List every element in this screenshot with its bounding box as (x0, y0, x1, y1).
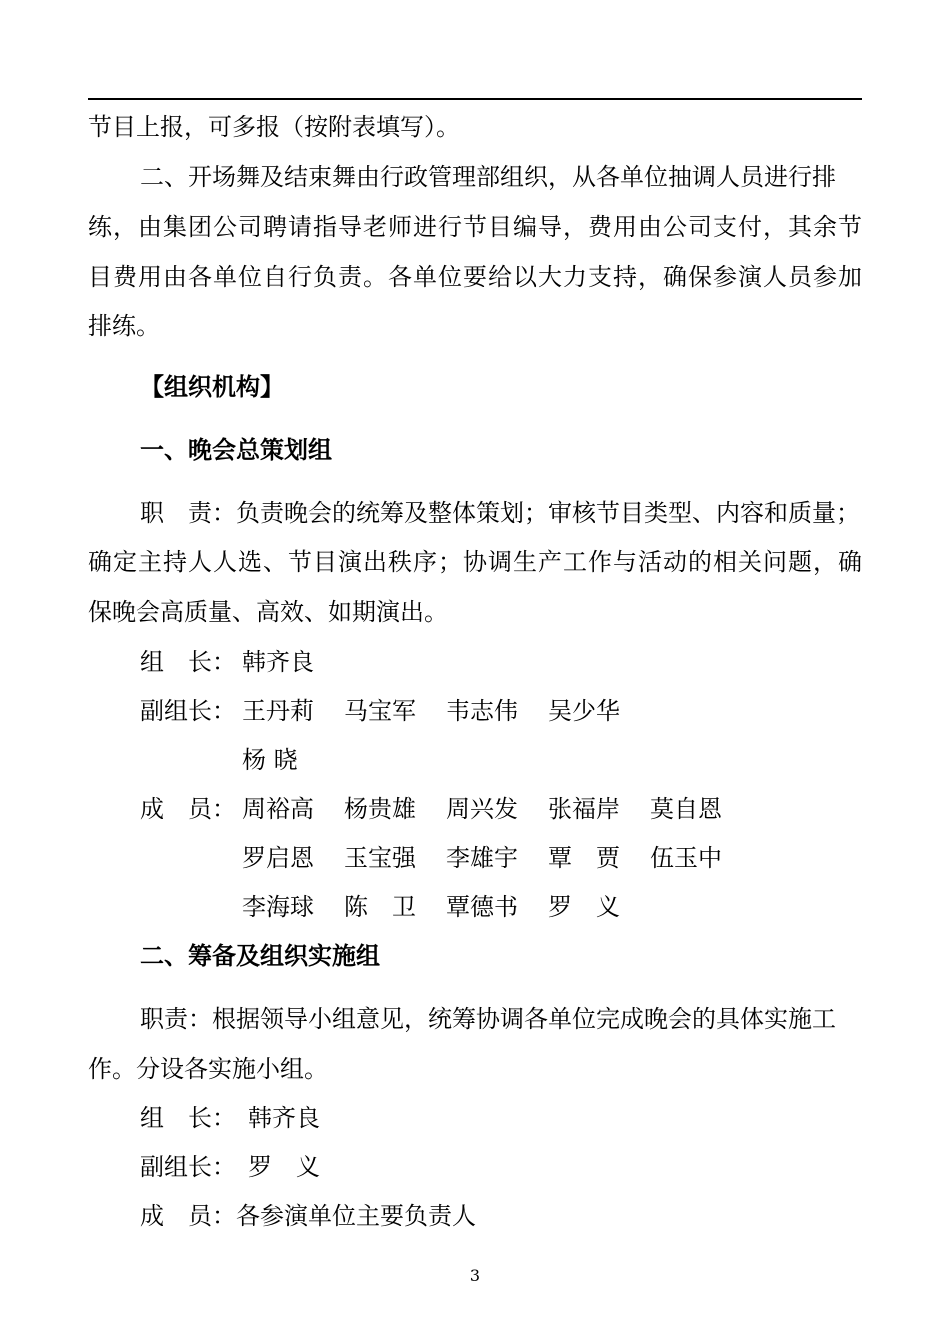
vice-leader-line: 副组长： 罗 义 (140, 1153, 320, 1181)
person-name: 吴少华 (548, 697, 620, 725)
leader-name: 韩齐良 (242, 648, 314, 676)
person-name: 覃德书 (446, 893, 518, 921)
person-name: 罗启恩 (242, 844, 314, 872)
person-name: 玉宝强 (344, 844, 416, 872)
member-label: 成 员： (140, 795, 236, 823)
person-name: 莫自恩 (650, 795, 722, 823)
person-name: 王丹莉 (242, 697, 314, 725)
person-name: 杨 晓 (242, 746, 298, 774)
page-number: 3 (469, 1266, 481, 1285)
duty-line: 职 责：负责晚会的统筹及整体策划；审核节目类型、内容和质量； (140, 499, 860, 527)
person-name: 覃 贾 (548, 844, 620, 872)
vice-leader-row (242, 745, 344, 775)
paragraph-line: 目费用由各单位自行负责。各单位要给以大力支持，确保参演人员参加 (88, 263, 862, 291)
group-title: 一、晚会总策划组 (140, 435, 332, 464)
member-row (242, 794, 752, 824)
section-heading: 【组织机构】 (140, 372, 284, 401)
person-name: 杨贵雄 (344, 795, 416, 823)
member-line: 成 员：各参演单位主要负责人 (140, 1202, 476, 1230)
person-name: 李雄宇 (446, 844, 518, 872)
duty-line: 确定主持人人选、节目演出秩序；协调生产工作与活动的相关问题，确 (88, 548, 862, 576)
person-name: 李海球 (242, 893, 314, 921)
vice-leader-label: 副组长： (140, 697, 236, 725)
duty-line: 职责：根据领导小组意见，统筹协调各单位完成晚会的具体实施工 (140, 1005, 836, 1033)
person-name: 张福岸 (548, 795, 620, 823)
person-name: 周裕高 (242, 795, 314, 823)
person-name: 陈 卫 (344, 893, 416, 921)
leader-label: 组 长： (140, 648, 236, 676)
paragraph-line: 二、开场舞及结束舞由行政管理部组织，从各单位抽调人员进行排 (140, 163, 836, 191)
vice-leader-row (242, 696, 650, 726)
person-name: 周兴发 (446, 795, 518, 823)
group-title: 二、筹备及组织实施组 (140, 941, 380, 970)
duty-line: 作。分设各实施小组。 (88, 1055, 328, 1083)
header-rule (88, 98, 862, 100)
duty-line: 保晚会高质量、高效、如期演出。 (88, 598, 448, 626)
paragraph-line: 排练。 (88, 312, 160, 340)
person-name: 韦志伟 (446, 697, 518, 725)
person-name: 罗 义 (548, 893, 620, 921)
person-name: 马宝军 (344, 697, 416, 725)
leader-line: 组 长： 韩齐良 (140, 1104, 320, 1132)
paragraph-line: 练，由集团公司聘请指导老师进行节目编导，费用由公司支付，其余节 (88, 213, 862, 241)
member-row (242, 843, 752, 873)
paragraph-line: 节目上报，可多报（按附表填写）。 (88, 113, 460, 141)
member-row (242, 892, 650, 922)
person-name: 伍玉中 (650, 844, 722, 872)
